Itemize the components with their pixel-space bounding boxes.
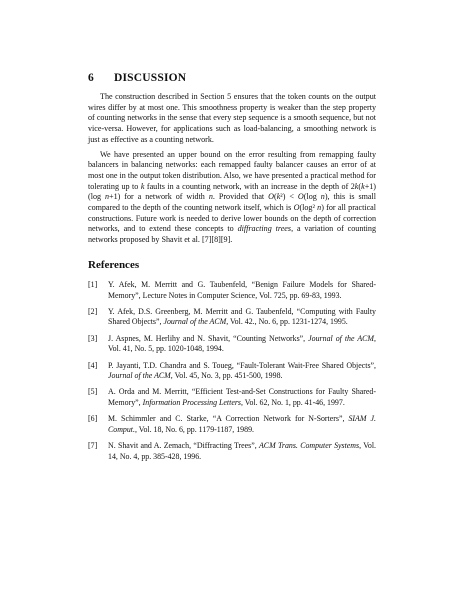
italic-text: O (297, 192, 304, 202)
text-run: A. Orda and M. Merritt, “Efficient Test-and-Set Constructions for Faulty Shared-Memory”, (108, 387, 376, 408)
italic-text: Information Processing Letters (142, 398, 241, 408)
reference-item (88, 441, 376, 462)
reference-item (88, 334, 376, 355)
reference-number: [3] (88, 333, 98, 343)
italic-text: Journal of the ACM (308, 333, 374, 343)
italic-text: O (293, 203, 300, 213)
text-run: , Vol. 45, No. 3, pp. 451-500, 1998. (170, 371, 283, 381)
text-run: ) for all practical constructions. Future work is needed to derive lower bounds on the depth of correction networks, and to extend these concepts to (88, 203, 377, 234)
reference-list (88, 280, 376, 463)
text-run: , Vol. 62, No. 1, pp. 41-46, 1997. (240, 398, 345, 408)
italic-text: n (320, 192, 325, 202)
paper-page (88, 72, 376, 468)
reference-item (88, 361, 376, 382)
italic-text: k (140, 181, 145, 191)
reference-text (108, 307, 376, 328)
discussion-body (88, 92, 376, 246)
reference-item (88, 280, 376, 301)
text-run: , Vol. 18, No. 6, pp. 1179-1187, 1989. (134, 425, 254, 435)
paragraph (88, 150, 376, 246)
text-run: The construction described in Section 5 ensures that the token counts on the output wires differ by at most one. This smoothness property is weaker than the step property of counting networks in the sense that every step sequence is a smooth sequence, but not vice-versa. However, for applications such as load-balancing, a smoothing network is just as effective as a counting network. (88, 92, 376, 144)
reference-item (88, 307, 376, 328)
italic-text: Journal of the ACM (108, 371, 171, 381)
italic-text: Journal of the ACM (163, 317, 227, 327)
text-run: We have presented an upper bound on the error resulting from remapping faulty balancers in balancing networks: each remapped faulty balancer causes an error of at most one in the output token distribution. Also, we have presented a practical method for tolerating up to (88, 149, 376, 191)
text-run: , a variation of counting networks proposed by Shavit et al. [7][8][9]. (88, 224, 376, 245)
text-run: (log (303, 192, 321, 202)
reference-number: [1] (88, 279, 98, 289)
text-run: +1)(log (88, 181, 376, 202)
text-run: ( (358, 181, 362, 191)
reference-text (108, 361, 376, 382)
italic-text: k (354, 181, 359, 191)
reference-text (108, 414, 376, 435)
reference-number: [4] (88, 360, 98, 370)
text-run: N. Shavit and A. Zemach, “Diffracting Trees”, (108, 441, 259, 451)
text-run: ( (274, 192, 277, 202)
text-run: , Vol. 41, No. 5, pp. 1020-1048, 1994. (108, 333, 376, 354)
reference-number: [5] (88, 387, 98, 397)
italic-text: ACM Trans. Computer Systems (258, 441, 360, 451)
italic-text: n (317, 203, 322, 213)
section-heading (88, 72, 376, 84)
italic-text: diffracting trees (237, 224, 292, 234)
italic-text: k (276, 192, 281, 202)
reference-text (108, 334, 376, 355)
text-run: . Provided that (212, 192, 269, 202)
text-run: M. Schimmler and C. Starke, “A Correction Network for N-Sorters”, (108, 414, 349, 424)
italic-text: k (361, 181, 365, 191)
text-run: faults in a counting network, with an increase in the depth of 2 (144, 181, 355, 191)
paragraph (88, 92, 376, 146)
text-run: J. Aspnes, M. Herlihy and N. Shavit, “Counting Networks”, (108, 333, 309, 343)
italic-text: n (105, 192, 110, 202)
reference-text (108, 441, 376, 462)
text-run: Y. Afek, D.S. Greenberg, M. Merritt and G. Taubenfeld, “Computing with Faulty Shared Objects”, (108, 306, 376, 327)
text-run: , Vol. 42., No. 6, pp. 1231-1274, 1995. (226, 317, 348, 327)
reference-item (88, 387, 376, 408)
italic-text: n (208, 192, 213, 202)
reference-text (108, 280, 376, 301)
text-run: , Vol. 14, No. 4, pp. 385-428, 1996. (108, 441, 376, 461)
reference-number: [6] (88, 414, 98, 424)
reference-item (88, 414, 376, 435)
section-number: 6 (88, 72, 94, 84)
text-run: P. Jayanti, T.D. Chandra and S. Toueg, “Fault-Tolerant Wait-Free Shared Objects”, (108, 360, 376, 370)
references-heading: References (88, 258, 140, 271)
text-run: ²) < (280, 192, 298, 202)
section-title: DISCUSSION (114, 72, 187, 84)
text-run: ), this is small compared to the depth of the counting network itself, which is (88, 192, 377, 213)
text-run: Y. Afek, M. Merritt and G. Taubenfeld, “Benign Failure Models for Shared-Memory”, Lecture Notes in Computer Science, Vol. 725, pp. 69-83, 1993. (108, 279, 376, 300)
text-run: +1) for a network of width (109, 192, 209, 202)
reference-number: [2] (88, 306, 98, 316)
italic-text: SIAM J. Comput. (108, 414, 376, 435)
reference-text (108, 387, 376, 408)
italic-text: O (268, 192, 274, 202)
reference-number: [7] (88, 441, 98, 451)
text-run: (log² (299, 203, 318, 213)
